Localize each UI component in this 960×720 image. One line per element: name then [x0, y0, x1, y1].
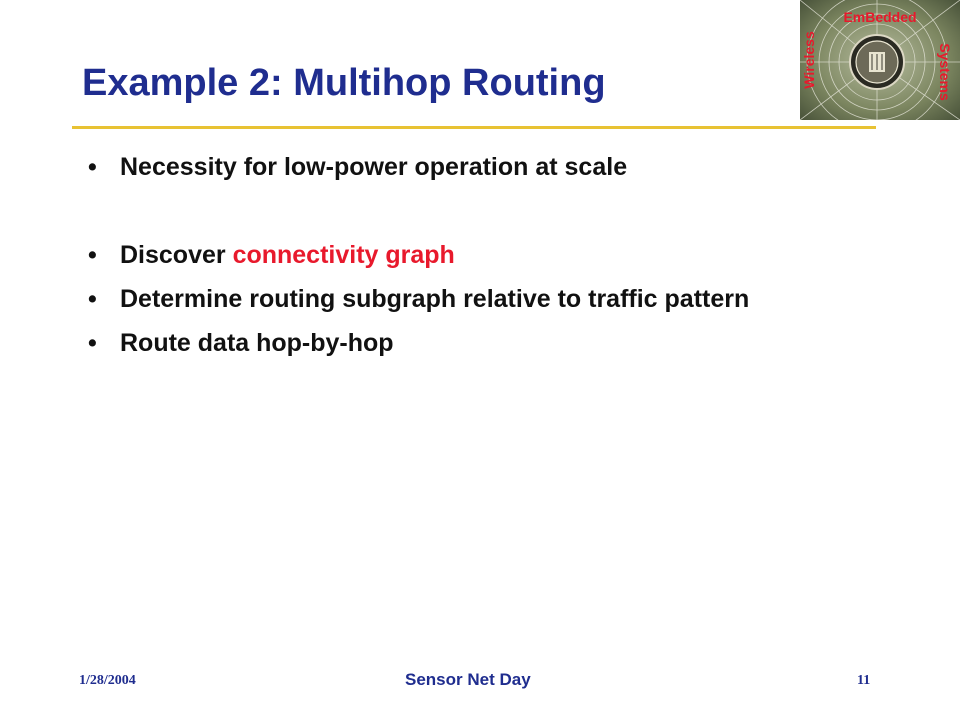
footer-title: Sensor Net Day — [405, 670, 531, 689]
bullet-text: Necessity for low-power operation at scale — [120, 153, 628, 181]
title-underline — [72, 126, 876, 129]
footer-date: 1/28/2004 — [79, 673, 136, 688]
bullet-item — [88, 240, 848, 271]
logo-right-text: Systems — [937, 43, 953, 101]
page-number: 11 — [857, 673, 871, 688]
bullet-dot: • — [88, 241, 97, 269]
bullet-text: Determine routing subgraph relative to traffic pattern — [120, 285, 750, 313]
bullet-highlight: connectivity graph — [232, 241, 455, 269]
bullet-list — [88, 146, 848, 359]
bullet-item — [88, 152, 848, 183]
bullet-dot: • — [88, 329, 97, 357]
slide-title: Example 2: Multihop Routing — [82, 62, 606, 104]
university-seal-icon — [850, 35, 904, 89]
embedded-systems-logo — [800, 0, 960, 120]
logo-top-text: EmBedded — [843, 9, 917, 25]
logo-left-text: Wireless — [801, 31, 817, 89]
bullet-item — [88, 284, 848, 315]
bullet-dot: • — [88, 285, 97, 313]
bullet-item — [88, 328, 848, 359]
bullet-text: Discover — [120, 241, 233, 269]
bullet-dot: • — [88, 153, 97, 181]
bullet-text: Route data hop-by-hop — [120, 329, 394, 357]
